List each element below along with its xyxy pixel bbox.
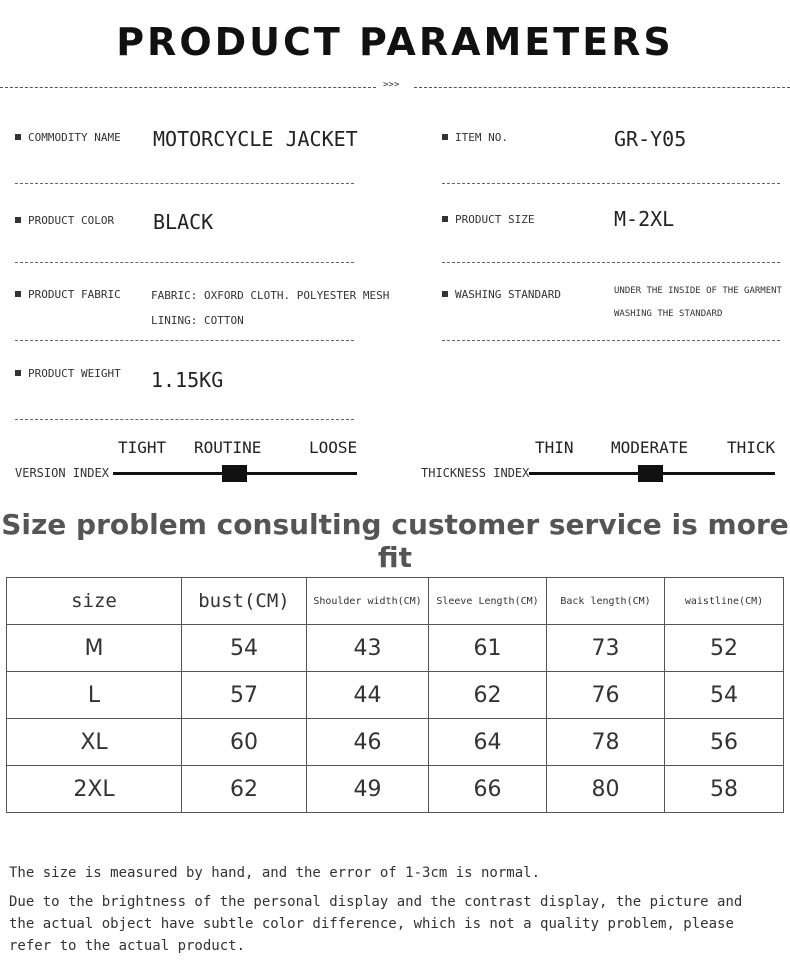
header-size: size [7,578,182,625]
header-bust: bust(CM) [182,578,307,625]
cell-back: 80 [547,766,665,813]
header-shoulder-width: Shoulder width(CM) [307,578,429,625]
bullet-square-icon [442,291,448,297]
cell-waist: 54 [665,672,784,719]
cell-sleeve: 66 [429,766,547,813]
title-divider-mark: >>> [383,80,400,90]
cell-size: L [7,672,182,719]
cell-size: XL [7,719,182,766]
page-title: PRODUCT PARAMETERS [116,20,674,64]
product-fabric-label: PRODUCT FABRIC [15,288,121,301]
bullet-square-icon [442,134,448,140]
version-index-marker [222,465,247,482]
cell-shoulder: 49 [307,766,429,813]
product-size-value: M-2XL [614,207,675,231]
washing-standard-label: WASHING STANDARD [442,288,561,301]
bullet-square-icon [15,217,21,223]
washing-standard-line2: WASHING THE STANDARD [614,309,723,319]
product-fabric-line2: LINING: COTTON [151,314,244,327]
table-row [7,672,784,719]
cell-back: 78 [547,719,665,766]
cell-bust: 57 [182,672,307,719]
item-no-value: GR-Y05 [614,127,687,151]
thickness-index-label: THICKNESS INDEX [421,466,530,480]
measure-note: The size is measured by hand, and the error of 1-3cm is normal. [9,865,541,881]
product-color-value: BLACK [153,210,214,234]
bullet-square-icon [15,291,21,297]
row-divider [442,340,780,341]
table-row [7,766,784,813]
bullet-square-icon [15,370,21,376]
cell-back: 76 [547,672,665,719]
product-size-label: PRODUCT SIZE [442,213,534,226]
cell-sleeve: 62 [429,672,547,719]
bullet-square-icon [442,216,448,222]
table-header-row [7,578,784,625]
display-note: Due to the brightness of the personal display and the contrast display, the picture and the actual object have subtle color difference, which is not a quality problem, please refer to the actual product. [9,894,743,954]
table-row [7,719,784,766]
cell-sleeve: 61 [429,625,547,672]
cell-shoulder: 43 [307,625,429,672]
consult-heading: Size problem consulting customer service is more fit [1,508,789,574]
product-color-label: PRODUCT COLOR [15,214,114,227]
thickness-tick-thin: THIN [535,438,574,457]
cell-waist: 58 [665,766,784,813]
washing-standard-line1: UNDER THE INSIDE OF THE GARMENT [614,286,782,296]
product-fabric-line1: FABRIC: OXFORD CLOTH. POLYESTER MESH [151,289,390,302]
cell-shoulder: 46 [307,719,429,766]
product-weight-value: 1.15KG [151,368,224,392]
cell-sleeve: 64 [429,719,547,766]
cell-size: M [7,625,182,672]
version-tick-loose: LOOSE [309,438,358,457]
row-divider [15,340,354,341]
version-index-label: VERSION INDEX [15,466,109,480]
thickness-tick-thick: THICK [727,438,776,457]
cell-back: 73 [547,625,665,672]
cell-size: 2XL [7,766,182,813]
title-divider-right [414,87,790,88]
row-divider [15,262,354,263]
version-tick-routine: ROUTINE [194,438,262,457]
cell-bust: 62 [182,766,307,813]
commodity-name-label: COMMODITY NAME [15,131,121,144]
header-waistline: waistline(CM) [665,578,784,625]
cell-shoulder: 44 [307,672,429,719]
row-divider [442,183,780,184]
cell-waist: 52 [665,625,784,672]
thickness-index-marker [638,465,663,482]
header-sleeve-length: Sleeve Length(CM) [429,578,547,625]
row-divider [15,183,354,184]
table-row [7,625,784,672]
commodity-name-value: MOTORCYCLE JACKET [153,127,358,151]
item-no-label: ITEM NO. [442,131,508,144]
bullet-square-icon [15,134,21,140]
cell-waist: 56 [665,719,784,766]
row-divider [442,262,780,263]
size-table [6,577,784,813]
product-weight-label: PRODUCT WEIGHT [15,367,121,380]
cell-bust: 60 [182,719,307,766]
header-back-length: Back length(CM) [547,578,665,625]
title-divider-left [0,87,376,88]
version-tick-tight: TIGHT [118,438,167,457]
thickness-tick-moderate: MODERATE [611,438,689,457]
cell-bust: 54 [182,625,307,672]
row-divider [15,419,354,420]
